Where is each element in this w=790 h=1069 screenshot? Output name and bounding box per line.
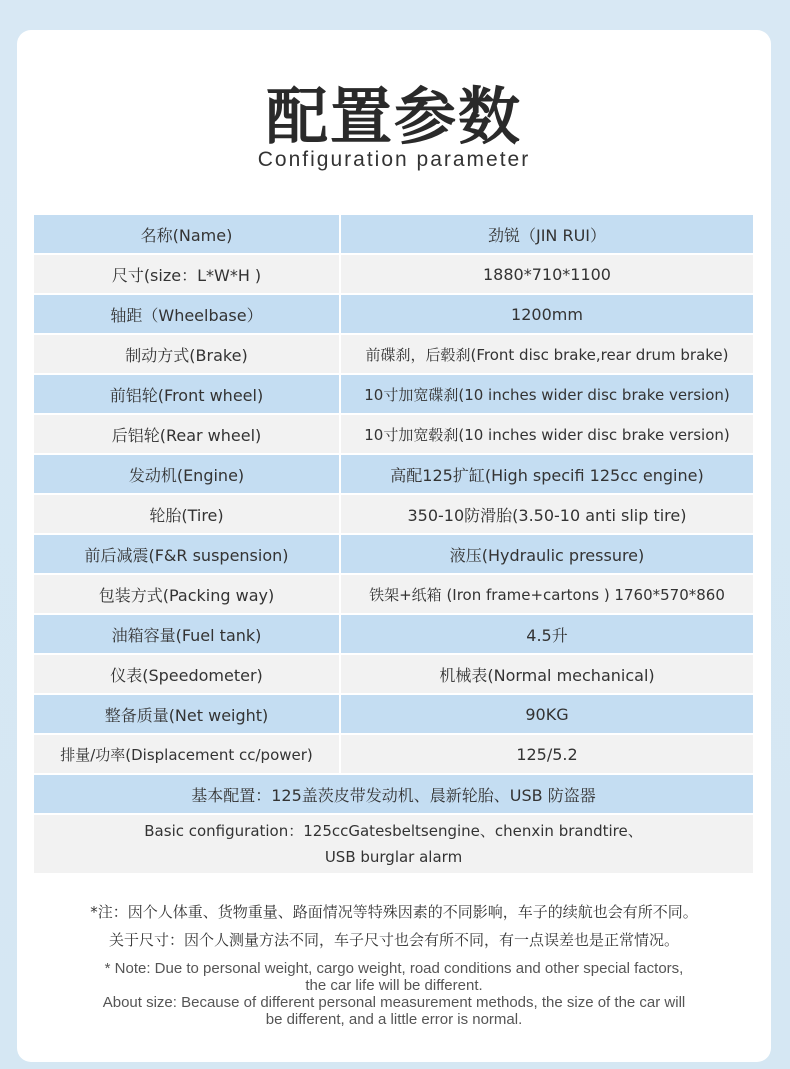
spec-value: 1880*710*1100 bbox=[340, 254, 753, 294]
spec-name: 名称(Name) bbox=[34, 215, 340, 254]
spec-name: 前铝轮(Front wheel) bbox=[34, 374, 340, 414]
spec-name: 制动方式(Brake) bbox=[34, 334, 340, 374]
note-line: be different, and a little error is normal. bbox=[265, 1011, 523, 1028]
page-subtitle: Configuration parameter bbox=[257, 148, 531, 171]
spec-value: 90KG bbox=[340, 694, 753, 734]
note-line: *注：因个人体重、货物重量、路面情况等特殊因素的不同影响，车子的续航也会有所不同。 bbox=[90, 903, 698, 921]
spec-value: 1200mm bbox=[340, 294, 753, 334]
basic-config-en-line: USB burglar alarm bbox=[324, 848, 463, 866]
table-row bbox=[34, 534, 753, 574]
spec-value: 液压(Hydraulic pressure) bbox=[340, 534, 753, 574]
table-row bbox=[34, 294, 753, 334]
table-row bbox=[34, 614, 753, 654]
table-row bbox=[34, 654, 753, 694]
table-row bbox=[34, 334, 753, 374]
table-row bbox=[34, 215, 753, 254]
spec-table bbox=[34, 215, 753, 875]
spec-name: 轴距（Wheelbase） bbox=[34, 294, 340, 334]
spec-value: 前碟刹，后毂刹(Front disc brake,rear drum brake) bbox=[340, 334, 753, 374]
spec-name: 轮胎(Tire) bbox=[34, 494, 340, 534]
note-line: 关于尺寸：因个人测量方法不同，车子尺寸也会有所不同，有一点误差也是正常情况。 bbox=[108, 931, 679, 949]
table-row bbox=[34, 574, 753, 614]
basic-config-cn: 基本配置：125盖茨皮带发动机、晨新轮胎、USB 防盗器 bbox=[34, 774, 753, 814]
note-line: * Note: Due to personal weight, cargo weight, road conditions and other special factors, bbox=[104, 960, 684, 977]
table-row bbox=[34, 734, 753, 774]
table-row bbox=[34, 374, 753, 414]
spec-value: 劲锐（JIN RUI） bbox=[340, 215, 753, 254]
page-title: 配置参数 bbox=[265, 80, 522, 153]
spec-name: 仪表(Speedometer) bbox=[34, 654, 340, 694]
spec-name: 油箱容量(Fuel tank) bbox=[34, 614, 340, 654]
spec-value: 10寸加宽碟刹(10 inches wider disc brake version) bbox=[340, 374, 753, 414]
spec-card bbox=[17, 30, 771, 1062]
table-row bbox=[34, 494, 753, 534]
note-line: About size: Because of different personal measurement methods, the size of the car will bbox=[102, 994, 686, 1011]
basic-config-en bbox=[34, 814, 753, 874]
spec-value: 机械表(Normal mechanical) bbox=[340, 654, 753, 694]
note-line: the car life will be different. bbox=[305, 977, 483, 994]
spec-value: 350-10防滑胎(3.50-10 anti slip tire) bbox=[340, 494, 753, 534]
spec-name: 排量/功率(Displacement cc/power) bbox=[34, 734, 340, 774]
spec-name: 整备质量(Net weight) bbox=[34, 694, 340, 734]
spec-name: 包装方式(Packing way) bbox=[34, 574, 340, 614]
spec-value: 125/5.2 bbox=[340, 734, 753, 774]
table-row bbox=[34, 454, 753, 494]
notes-en bbox=[47, 960, 741, 1028]
spec-name: 后铝轮(Rear wheel) bbox=[34, 414, 340, 454]
spec-value: 铁架+纸箱 (Iron frame+cartons ) 1760*570*860 bbox=[340, 574, 753, 614]
basic-config-row bbox=[34, 774, 753, 814]
spec-name: 前后减震(F&R suspension) bbox=[34, 534, 340, 574]
table-row bbox=[34, 694, 753, 734]
spec-value: 10寸加宽毂刹(10 inches wider disc brake version) bbox=[340, 414, 753, 454]
table-row bbox=[34, 254, 753, 294]
spec-name: 发动机(Engine) bbox=[34, 454, 340, 494]
spec-value: 4.5升 bbox=[340, 614, 753, 654]
table-row bbox=[34, 414, 753, 454]
notes-cn bbox=[17, 898, 771, 954]
spec-value: 高配125扩缸(High specifi 125cc engine) bbox=[340, 454, 753, 494]
basic-config-en-line: Basic configuration：125ccGatesbeltsengine、chenxin brandtire、 bbox=[144, 822, 643, 840]
basic-config-en-row bbox=[34, 814, 753, 874]
spec-name: 尺寸(size：L*W*H ) bbox=[34, 254, 340, 294]
